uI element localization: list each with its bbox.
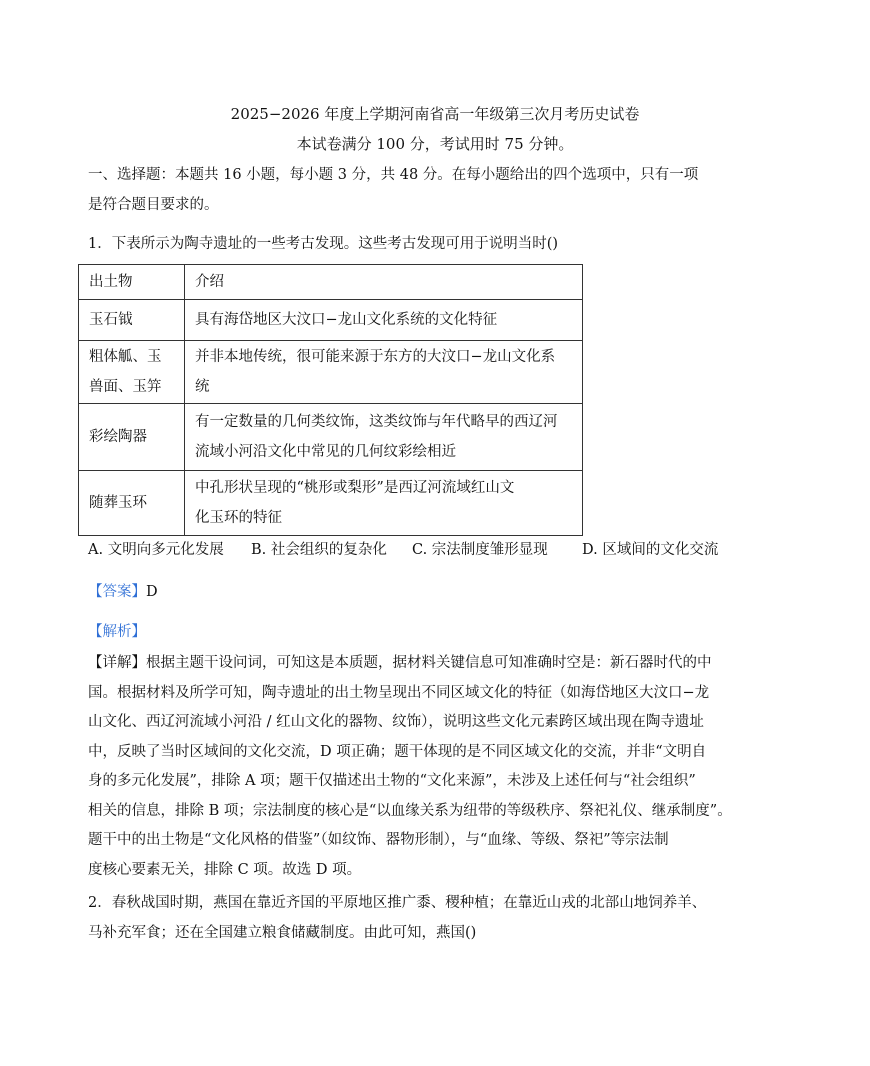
table-cell-item: 随葬玉环 <box>79 471 185 536</box>
analysis-line: 【详解】根据主题干设问词，可知这是本质题，据材料关键信息可知准确时空是：新石器时代的中 <box>88 655 712 671</box>
option-a: A. 文明向多元化发展 <box>88 542 224 558</box>
option-c: C. 宗法制度雏形显现 <box>412 542 548 558</box>
table-row <box>79 471 583 536</box>
section-instruction-line-2: 是符合题目要求的。 <box>88 197 219 213</box>
exam-title: 2025−2026 年度上学期河南省高一年级第三次月考历史试卷 <box>230 105 640 123</box>
analysis-line: 国。根据材料及所学可知，陶寺遗址的出土物呈现出不同区域文化的特征（如海岱地区大汶口−龙 <box>88 684 710 701</box>
table-header-row <box>79 265 583 300</box>
desc-line: 流域小河沿文化中常见的几何纹彩绘相近 <box>195 444 456 460</box>
desc-line: 统 <box>195 379 210 395</box>
section-instruction-line-1: 一、选择题：本题共 16 小题，每小题 3 分，共 48 分。在每小题给出的四个选项中，只有一项 <box>88 167 699 183</box>
analysis-line: 题干中的出土物是“文化风格的借鉴”（如纹饰、器物形制），与“血缘、等级、祭祀”等宗法制 <box>88 832 669 848</box>
question-1-stem: 1．下表所示为陶寺遗址的一些考古发现。这些考古发现可用于说明当时() <box>88 236 559 252</box>
analysis-line: 度核心要素无关，排除 C 项。故选 D 项。 <box>88 861 362 878</box>
table-row <box>79 300 583 341</box>
analysis-line: 相关的信息，排除 B 项；宗法制度的核心是“以血缘关系为纽带的等级秩序、祭祀礼仪、继承制度”。 <box>88 802 732 819</box>
table-row <box>79 404 583 471</box>
question-2-line: 2．春秋战国时期，燕国在靠近齐国的平原地区推广黍、稷种植；在靠近山戎的北部山地饲养羊、 <box>88 895 707 911</box>
desc-line: 中孔形状呈现的“桃形或梨形”是西辽河流域红山文 <box>195 480 515 496</box>
table-cell-desc <box>185 404 583 471</box>
table-row <box>79 341 583 404</box>
table-cell-desc <box>185 471 583 536</box>
table-header-item: 出土物 <box>79 265 185 300</box>
analysis-line: 身的多元化发展”，排除 A 项；题干仅描述出土物的“文化来源”，未涉及上述任何与“社会组织” <box>88 773 696 789</box>
table-cell-item: 粗体觚、玉兽面、玉笄 <box>79 341 185 404</box>
artifact-table <box>78 264 583 536</box>
table-header-desc: 介绍 <box>185 265 583 300</box>
desc-line: 并非本地传统，很可能来源于东方的大汶口−龙山文化系 <box>195 349 556 365</box>
desc-line: 有一定数量的几何类纹饰，这类纹饰与年代略早的西辽河 <box>195 414 558 430</box>
option-b: B. 社会组织的复杂化 <box>251 542 387 558</box>
answer-value: D <box>146 584 158 600</box>
desc-line: 化玉环的特征 <box>195 510 282 526</box>
analysis-line: 中，反映了当时区域间的文化交流，D 项正确；题干体现的是不同区域文化的交流，并非“文明自 <box>88 743 707 760</box>
table-cell-desc <box>185 341 583 404</box>
table-cell-item: 彩绘陶器 <box>79 404 185 471</box>
answer-label: 【答案】 <box>88 584 146 600</box>
desc-line: 具有海岱地区大汶口−龙山文化系统的文化特征 <box>195 312 498 328</box>
exam-subtitle: 本试卷满分 100 分，考试用时 75 分钟。 <box>296 135 574 153</box>
analysis-label: 【解析】 <box>88 624 146 640</box>
question-2-line: 马补充军食；还在全国建立粮食储藏制度。由此可知，燕国() <box>88 924 477 941</box>
analysis-paragraph <box>88 649 748 885</box>
table-cell-desc <box>185 300 583 341</box>
table-cell-item: 玉石钺 <box>79 300 185 341</box>
analysis-line: 山文化、西辽河流域小河沿 / 红山文化的器物、纹饰），说明这些文化元素跨区域出现在陶寺遗址 <box>88 714 704 730</box>
option-d: D. 区域间的文化交流 <box>582 542 719 558</box>
question-2 <box>88 889 748 948</box>
answer-line <box>88 582 158 602</box>
